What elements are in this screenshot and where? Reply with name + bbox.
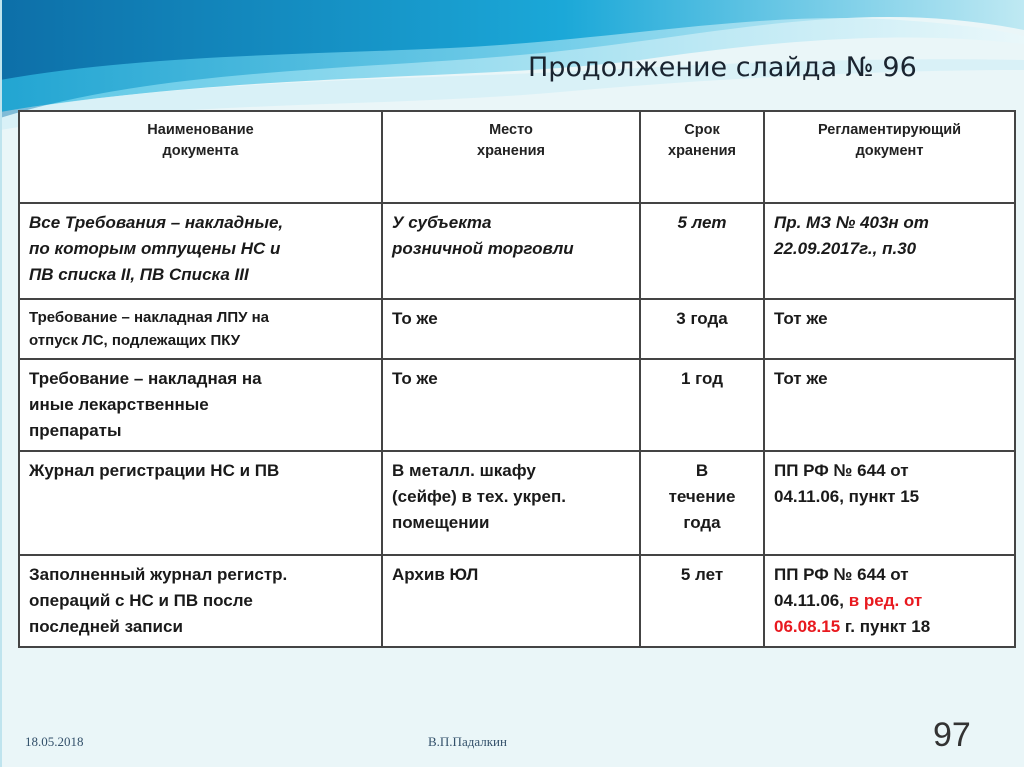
cell-line: 5 лет xyxy=(677,213,727,232)
cell-line: Заполненный журнал регистр. xyxy=(29,565,288,584)
page-number: 97 xyxy=(933,716,971,754)
table-row xyxy=(19,299,1015,359)
cell-document-name xyxy=(19,203,382,299)
cell-line: Требование – накладная на xyxy=(29,369,262,388)
header-text: Срок xyxy=(684,122,720,138)
cell-storage-term xyxy=(640,359,764,451)
cell-storage-term xyxy=(640,203,764,299)
cell-line: ПП РФ № 644 от xyxy=(774,565,909,584)
cell-line: по которым отпущены НС и xyxy=(29,239,281,258)
header-text: Наименование xyxy=(147,122,254,138)
header-storage-term xyxy=(640,111,764,203)
cell-line: 3 года xyxy=(676,309,728,328)
cell-line: 22.09.2017г., п.30 xyxy=(774,239,917,258)
cell-storage-term xyxy=(640,555,764,647)
cell-line: операций с НС и ПВ после xyxy=(29,591,253,610)
cell-document-name xyxy=(19,359,382,451)
cell-storage-place xyxy=(382,451,640,555)
documents-table xyxy=(18,110,1016,648)
cell-text: г. пункт 18 xyxy=(844,617,931,636)
cell-regulating-document xyxy=(764,203,1015,299)
cell-line: помещении xyxy=(392,513,490,532)
header-regulating-document xyxy=(764,111,1015,203)
header-text: документ xyxy=(855,143,924,159)
cell-line: 04.11.06, пункт 15 xyxy=(774,487,920,506)
cell-line: То же xyxy=(392,309,438,328)
header-text: Регламентирующий xyxy=(817,122,962,138)
table-row xyxy=(19,359,1015,451)
cell-line: отпуск ЛС, подлежащих ПКУ xyxy=(29,332,241,349)
cell-regulating-document xyxy=(764,359,1015,451)
cell-text-highlight: в ред. от xyxy=(848,591,923,610)
cell-regulating-document xyxy=(764,555,1015,647)
cell-line: Тот же xyxy=(774,369,828,388)
header-text: документа xyxy=(162,143,239,159)
header-text: хранения xyxy=(668,143,736,159)
cell-line: В металл. шкафу xyxy=(392,461,536,480)
cell-line: последней записи xyxy=(29,617,183,636)
cell-document-name xyxy=(19,451,382,555)
cell-line: (сейфе) в тех. укреп. xyxy=(392,487,566,506)
table-header-row xyxy=(19,111,1015,203)
cell-regulating-document xyxy=(764,451,1015,555)
header-document-name xyxy=(19,111,382,203)
cell-line: Требование – накладная ЛПУ на xyxy=(29,309,270,326)
cell-storage-term xyxy=(640,451,764,555)
cell-storage-term xyxy=(640,299,764,359)
footer-date: 18.05.2018 xyxy=(25,734,84,749)
table-row xyxy=(19,555,1015,647)
cell-regulating-document xyxy=(764,299,1015,359)
cell-line: Журнал регистрации НС и ПВ xyxy=(29,461,280,480)
cell-document-name xyxy=(19,555,382,647)
cell-storage-place xyxy=(382,203,640,299)
cell-line: года xyxy=(683,513,721,532)
cell-storage-place xyxy=(382,299,640,359)
cell-line: То же xyxy=(392,369,438,388)
cell-line: 5 лет xyxy=(680,565,724,584)
cell-line: розничной торговли xyxy=(392,239,574,258)
cell-line: 1 год xyxy=(681,369,723,388)
cell-line: иные лекарственные xyxy=(29,395,209,414)
header-storage-place xyxy=(382,111,640,203)
cell-storage-place xyxy=(382,555,640,647)
cell-line: ПВ списка II, ПВ Списка III xyxy=(29,265,249,284)
table-row xyxy=(19,451,1015,555)
cell-text: 04.11.06, xyxy=(774,591,844,610)
cell-line: Архив ЮЛ xyxy=(392,565,479,584)
cell-line: В xyxy=(695,461,709,480)
cell-line: ПП РФ № 644 от xyxy=(774,461,909,480)
cell-document-name xyxy=(19,299,382,359)
cell-line xyxy=(774,588,1005,614)
cell-line: течение xyxy=(668,487,736,506)
cell-line: препараты xyxy=(29,421,122,440)
cell-line: Пр. МЗ № 403н от xyxy=(774,213,929,232)
cell-line xyxy=(774,614,1005,640)
cell-text-highlight: 06.08.15 xyxy=(774,617,841,636)
cell-line: У субъекта xyxy=(392,213,492,232)
header-text: хранения xyxy=(477,143,545,159)
footer-author: В.П.Падалкин xyxy=(428,734,507,749)
cell-storage-place xyxy=(382,359,640,451)
cell-line: Тот же xyxy=(774,309,828,328)
slide-title: Продолжение слайда № 96 xyxy=(528,52,917,83)
cell-line: Все Требования – накладные, xyxy=(29,213,284,232)
table-row xyxy=(19,203,1015,299)
header-text: Место xyxy=(489,122,533,138)
